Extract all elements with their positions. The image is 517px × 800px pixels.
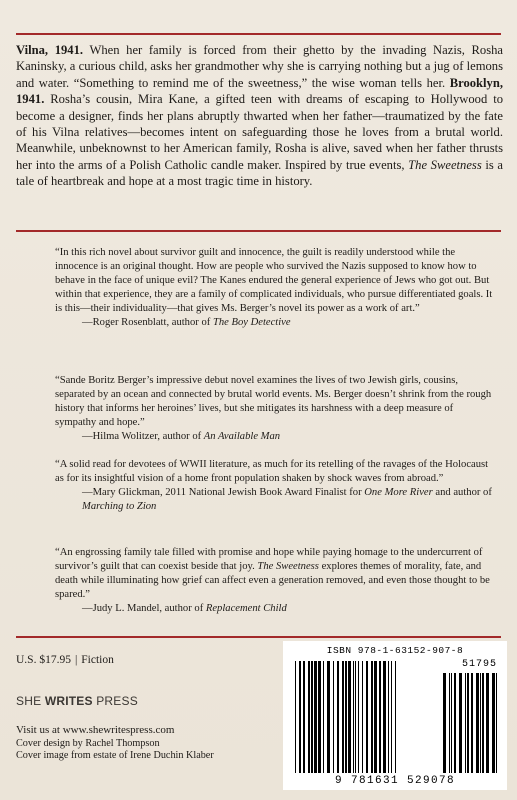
barcode-bar bbox=[362, 661, 363, 773]
blurb-text: “A solid read for devotees of WWII literature, as much for its retelling of the ravages of the Holocaust as for its insightful vision of a home front population shaken by shock waves from abroad.” bbox=[55, 459, 489, 484]
barcode-bar bbox=[318, 661, 321, 773]
blurb-glickman bbox=[55, 458, 495, 514]
barcode-bar bbox=[295, 661, 296, 773]
barcode-bar bbox=[327, 661, 330, 773]
barcode-bar bbox=[299, 661, 301, 773]
cover-design-credit: Cover design by Rachel Thompson bbox=[16, 737, 160, 749]
barcode-bar bbox=[383, 661, 386, 773]
blurb-text: “In this rich novel about survivor guilt and innocence, the guilt is readily understood while the innocence is an original thought. How are people who survived the Nazis supposed to know how to behave in the face of unique evil? The Kanes endured the general experience of Jews who got out. But within that experience, they are a family of complicated individuals, who pursue differentiated goals. It is this—their individuality—that gives Ms. Berger’s novel its power as a work of art.” bbox=[55, 247, 493, 314]
barcode-bar bbox=[454, 673, 456, 773]
summary-text-1: When her family is forced from their ghetto by the invading Nazis, Rosha Kaninsky, a curious child, asks her grandmother why she is carrying nothing but a jug of lemons and water. “Something to remind me of the sweetness,” the wise woman tells her. bbox=[16, 43, 503, 90]
isbn-number: ISBN 978-1-63152-907-8 bbox=[326, 645, 464, 656]
barcode-bar bbox=[480, 673, 481, 773]
barcode-bar bbox=[486, 673, 489, 773]
barcode-bar bbox=[348, 661, 351, 773]
barcode-bar bbox=[482, 673, 484, 773]
blurb-rosenblatt bbox=[55, 246, 495, 329]
isbn-barcode bbox=[283, 641, 507, 790]
barcode-bar bbox=[492, 673, 495, 773]
barcode-bar bbox=[395, 661, 396, 773]
barcode-bar bbox=[314, 661, 317, 773]
barcode-bar bbox=[451, 673, 452, 773]
barcode-digits: 9 781631 529078 bbox=[334, 775, 456, 787]
blurb-attribution: —Judy L. Mandel, author of Replacement Child bbox=[82, 602, 287, 614]
blurb-mandel bbox=[55, 546, 495, 616]
publisher-logo: SHE WRITES PRESS bbox=[16, 694, 138, 708]
barcode-bar bbox=[355, 661, 356, 773]
blurb-attribution: —Hilma Wolitzer, author of An Available Man bbox=[82, 430, 281, 442]
credits bbox=[16, 724, 214, 763]
barcode-addon-digits: 51795 bbox=[461, 659, 497, 670]
summary-place-vilna: Vilna, 1941. bbox=[16, 43, 84, 57]
middle-rule bbox=[16, 230, 501, 232]
barcode-bar bbox=[379, 661, 381, 773]
barcode-bar bbox=[345, 661, 347, 773]
barcode-bar bbox=[337, 661, 339, 773]
genre: Fiction bbox=[81, 654, 114, 666]
barcode-bar bbox=[303, 661, 305, 773]
barcode-bar bbox=[323, 661, 324, 773]
barcode-bar bbox=[443, 673, 446, 773]
barcode-bar bbox=[308, 661, 310, 773]
barcode-bar bbox=[371, 661, 373, 773]
publisher-website: Visit us at www.shewritespress.com bbox=[16, 724, 175, 736]
barcode-bar bbox=[467, 673, 469, 773]
blurb-title: The Sweetness bbox=[257, 560, 319, 572]
blurb-wolitzer bbox=[55, 374, 495, 444]
blurb-text-cont: explores themes of morality, fate, and death while illuminating how grief can affect even a generation removed, and even those thought to be spared.” bbox=[55, 560, 490, 600]
barcode-bar bbox=[353, 661, 354, 773]
barcode-bar bbox=[449, 673, 450, 773]
blurb-attribution: —Mary Glickman, 2011 National Jewish Book Award Finalist for One More River and author of Marching to Zion bbox=[82, 486, 492, 512]
price: U.S. $17.95 bbox=[16, 654, 71, 666]
summary-place-brooklyn: Brooklyn, 1941. bbox=[16, 75, 503, 107]
blurb-attribution: —Roger Rosenblatt, author of The Boy Detective bbox=[82, 316, 291, 328]
barcode-bar bbox=[471, 673, 473, 773]
barcode-bar bbox=[374, 661, 377, 773]
barcode-bar bbox=[496, 673, 497, 773]
summary-title: The Sweetness bbox=[408, 157, 482, 172]
blurb-text: “An engrossing family tale filled with promise and hope while paying homage to the undercurrent of survivor’s guilt that can coexist beside that joy. bbox=[55, 547, 483, 572]
barcode-bar bbox=[311, 661, 313, 773]
barcode-bar bbox=[333, 661, 334, 773]
cover-image-credit: Cover image from estate of Irene Duchin Klaber bbox=[16, 750, 214, 762]
barcode-bar bbox=[459, 673, 462, 773]
barcode-bar bbox=[476, 673, 479, 773]
barcode-bar bbox=[388, 661, 389, 773]
summary-text-2: Rosha’s cousin, Mira Kane, a gifted teen with dreams of escaping to Hollywood to become a designer, finds her plans abruptly thwarted when her father—traumatized by the fate of his Vilna relatives—becomes intent on safeguarding those he loves from a brutal world. Meanwhile, unbeknownst to her American family, Rosha is alive, saved when her father thrusts her into the arms of a Polish Catholic candle maker. Inspired by true events, bbox=[16, 92, 503, 172]
barcode-bar bbox=[465, 673, 466, 773]
book-summary bbox=[16, 42, 503, 190]
barcode-bars bbox=[283, 641, 507, 790]
blurb-text: “Sande Boritz Berger’s impressive debut novel examines the lives of two Jewish girls, cousins, separated by an ocean and connected by brutal world events. Ms. Berger doesn’t shrink from the rough history that informs her heroines’ lives, but she mitigates its harshness with a deep measure of sympathy and hope.” bbox=[55, 375, 492, 428]
barcode-bar bbox=[342, 661, 344, 773]
barcode-bar bbox=[366, 661, 368, 773]
price-separator: | bbox=[74, 654, 78, 666]
barcode-bar bbox=[391, 661, 392, 773]
barcode-bar bbox=[358, 661, 359, 773]
summary-text-3: is a tale of heartbreak and hope at a most tragic time in history. bbox=[16, 157, 503, 189]
bottom-rule bbox=[16, 636, 501, 638]
price-line bbox=[16, 654, 114, 666]
top-rule bbox=[16, 33, 501, 35]
